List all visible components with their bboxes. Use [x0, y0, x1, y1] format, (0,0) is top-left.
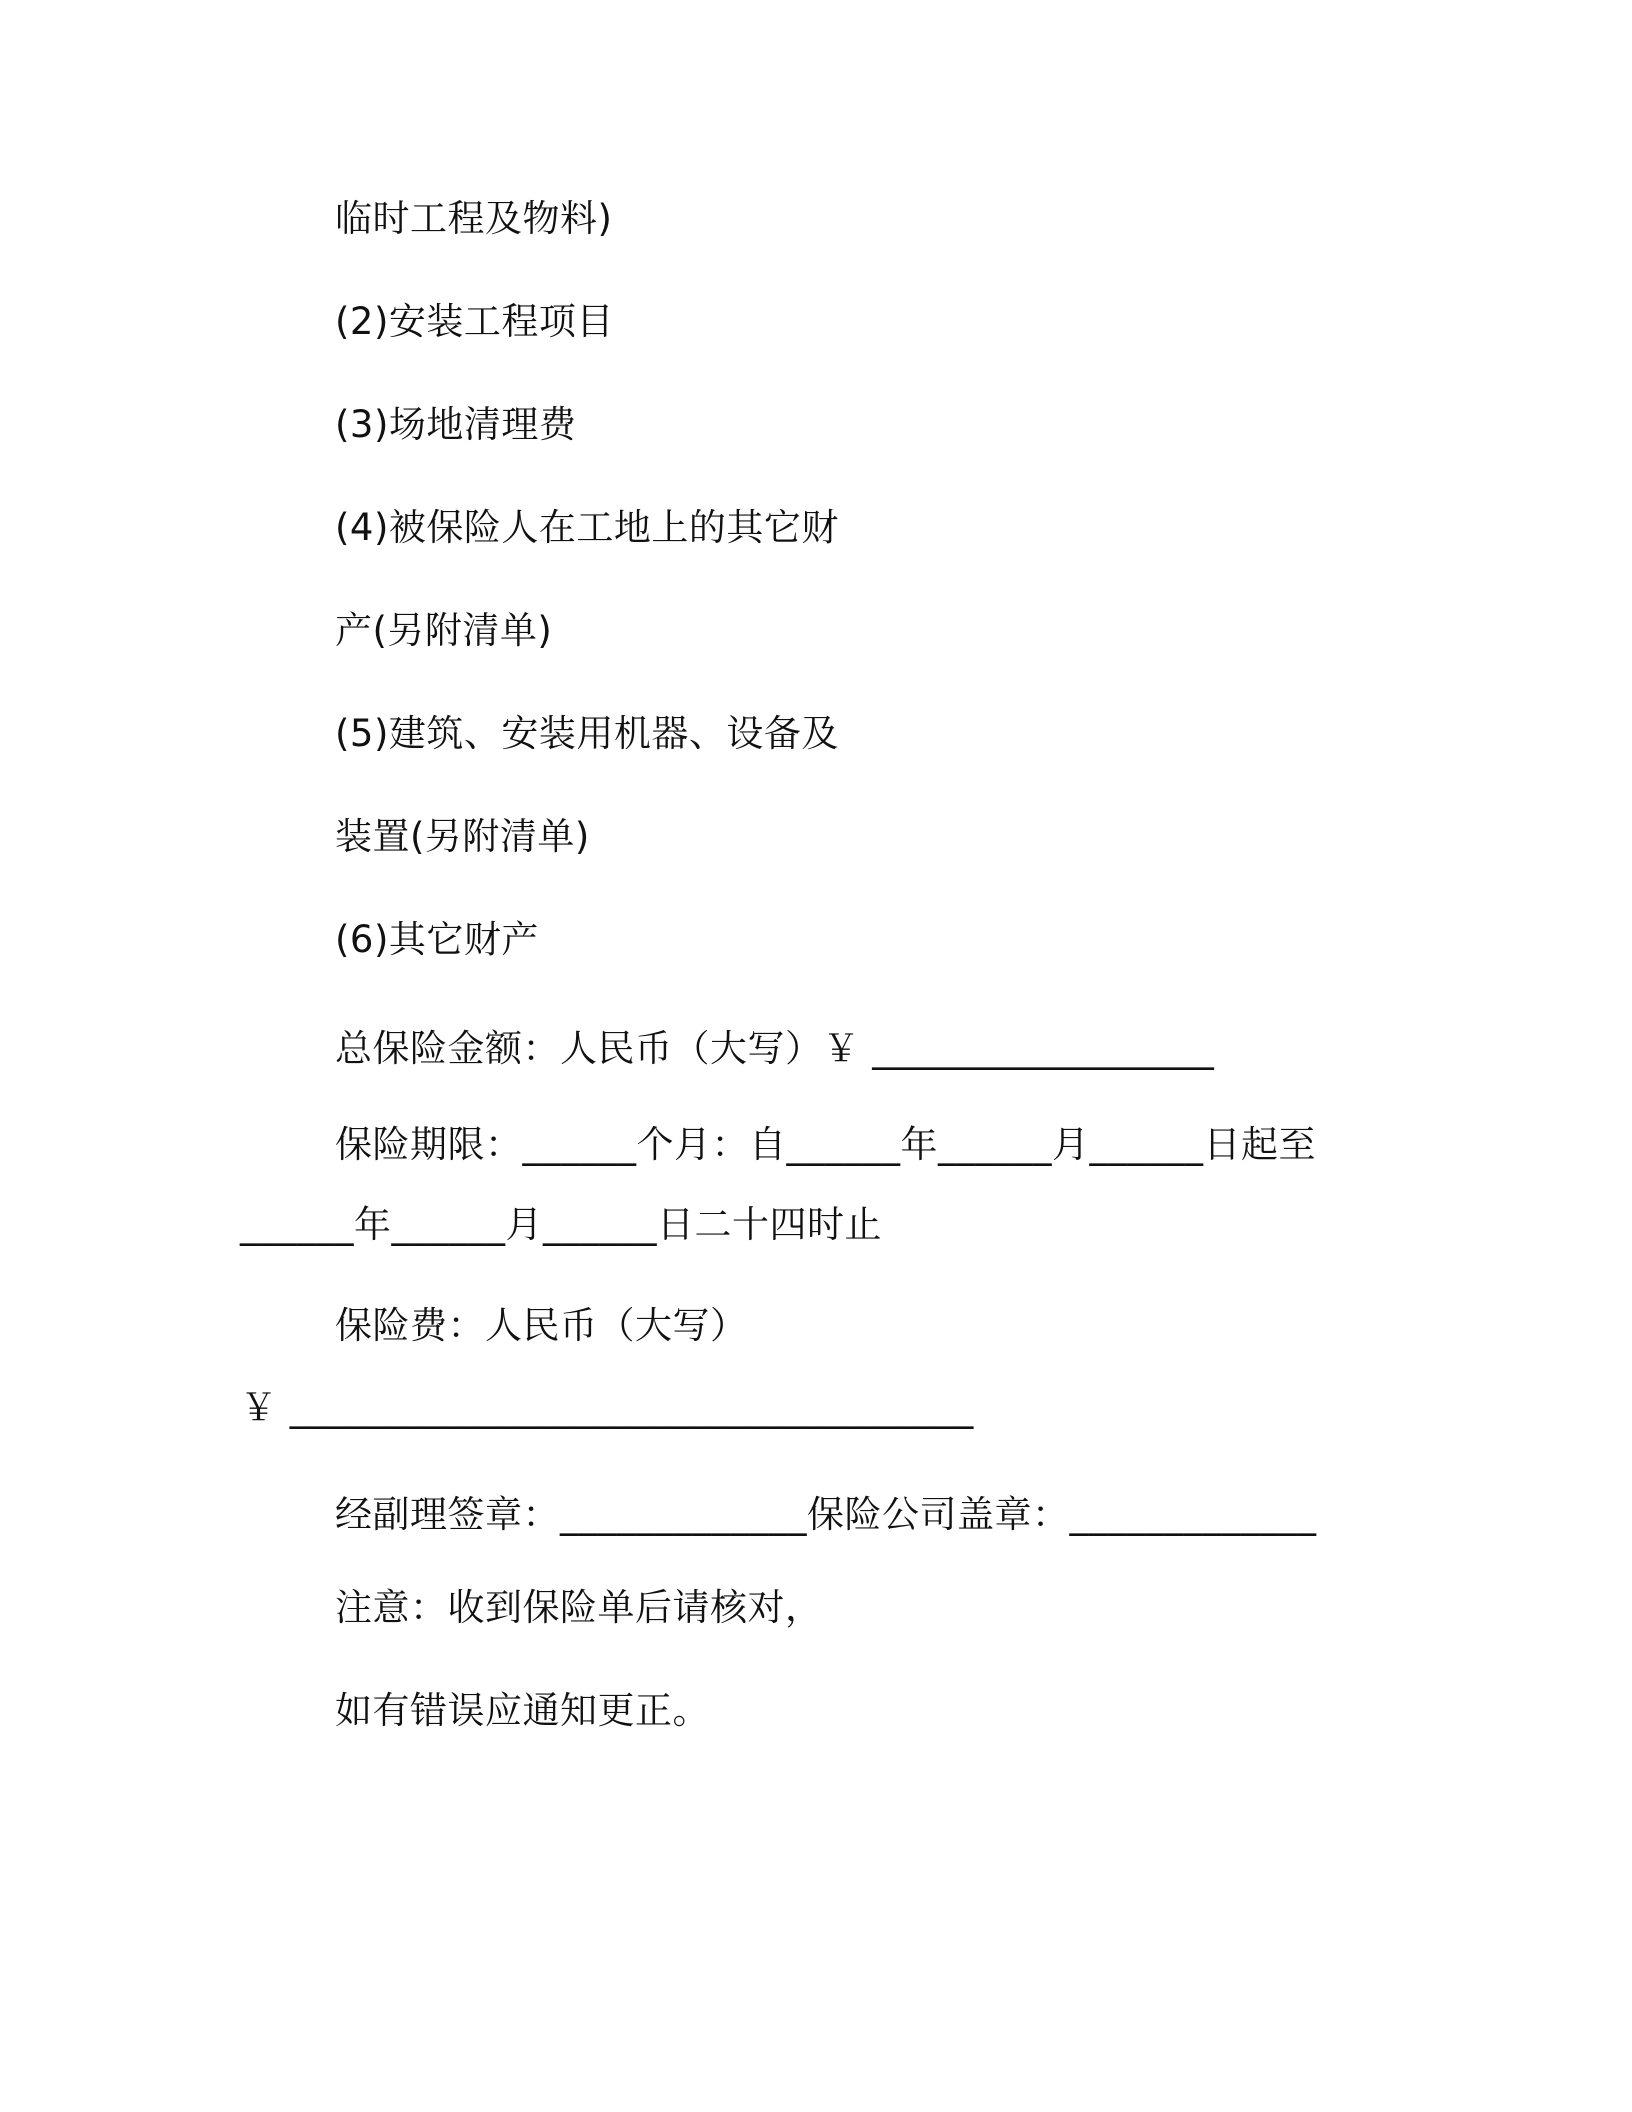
text-line-2: (2)安装工程项目	[335, 300, 614, 343]
text-line-5: 产(另附清单)	[335, 609, 553, 652]
insurance-period-line-2: ______年______月______日二十四时止	[240, 1203, 882, 1246]
notice-line-1: 注意：收到保险单后请核对，	[335, 1586, 823, 1629]
text-line-6: (5)建筑、安装用机器、设备及	[335, 712, 839, 755]
text-line-8: (6)其它财产	[335, 918, 539, 961]
text-line-7: 装置(另附清单)	[335, 815, 590, 858]
total-insured-amount-line: 总保险金额：人民币（大写）￥ __________________	[335, 1027, 1215, 1070]
insurance-period-line-1: 保险期限：______个月：自______年______月______日起至	[335, 1123, 1316, 1166]
text-line-1: 临时工程及物料)	[335, 197, 613, 240]
notice-line-2: 如有错误应通知更正。	[335, 1689, 710, 1732]
text-line-3: (3)场地清理费	[335, 403, 577, 446]
premium-amount-line: ￥ ____________________________________	[240, 1386, 974, 1429]
signature-line: 经副理签章：_____________保险公司盖章：_____________	[335, 1493, 1317, 1536]
text-line-4: (4)被保险人在工地上的其它财	[335, 506, 839, 549]
premium-line: 保险费：人民币（大写）	[335, 1304, 748, 1347]
